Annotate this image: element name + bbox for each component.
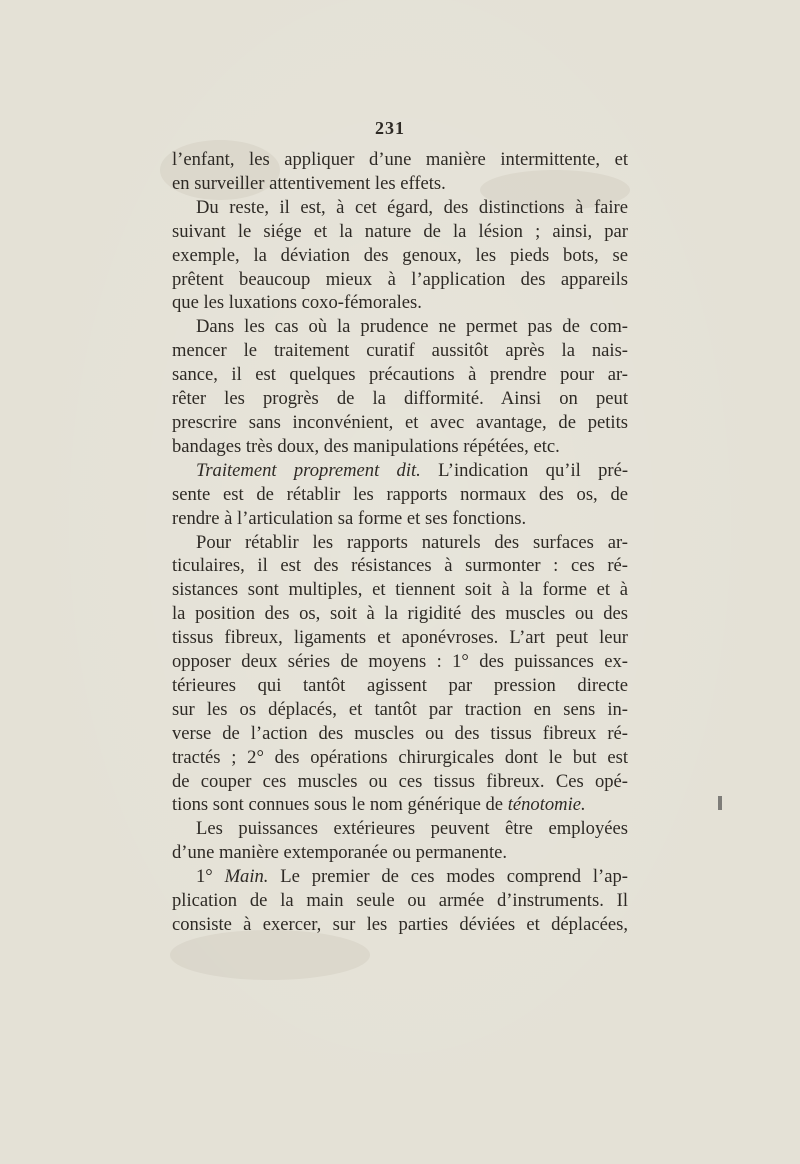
text-line: prêtent beaucoup mieux à l’application des appareils <box>172 268 628 290</box>
text-line: sance, il est quelques précautions à prendre pour ar- <box>172 364 628 386</box>
text-line <box>172 459 628 483</box>
text-line: tractés ; 2° des opérations chirurgicales dont le but est <box>172 746 628 768</box>
list-number: 1° <box>196 866 213 888</box>
item-heading: Main. <box>224 866 269 888</box>
text-line: que les luxations coxo-fémorales. <box>172 292 422 314</box>
text-line: plication de la main seule ou armée d’instruments. Il <box>172 890 628 912</box>
text-line: Les puissances extérieures peuvent être employées <box>196 818 628 840</box>
page-stain <box>170 930 370 980</box>
text-line: tissus fibreux, ligaments et aponévroses. L’art peut leur <box>172 627 628 649</box>
text-line: d’une manière extemporanée ou permanente. <box>172 842 508 864</box>
text-line: prescrire sans inconvénient, et avec avantage, de petits <box>172 411 628 433</box>
margin-mark <box>718 796 722 810</box>
text-line: sur les os déplacés, et tantôt par traction en sens in- <box>172 698 628 720</box>
text-line: la position des os, soit à la rigidité des muscles ou des <box>172 603 628 625</box>
text-line: consiste à exercer, sur les parties déviées et déplacées, <box>172 914 628 935</box>
text-line: l’enfant, les appliquer d’une manière intermittente, et <box>172 149 628 170</box>
text-line: Pour rétablir les rapports naturels des surfaces ar- <box>196 531 628 553</box>
text-line: rendre à l’articulation sa forme et ses fonctions. <box>172 507 527 529</box>
text-line: ticulaires, il est des résistances à surmonter : ces ré- <box>172 555 628 577</box>
text-line: verse de l’action des muscles ou des tissus fibreux ré- <box>172 722 628 744</box>
term-tenotomie: ténotomie. <box>507 794 586 816</box>
text-line: suivant le siége et la nature de la lésion ; ainsi, par <box>172 220 628 242</box>
body-text <box>172 148 628 937</box>
text-line: rêter les progrès de la difformité. Ainsi on peut <box>172 388 628 410</box>
text-line <box>172 793 628 817</box>
text-line: sente est de rétablir les rapports normaux des os, de <box>172 483 628 505</box>
text-line: sistances sont multiples, et tiennent soit à la forme et à <box>172 579 628 601</box>
text-line: bandages très doux, des manipulations répétées, etc. <box>172 435 560 457</box>
text-fragment: L’indication qu’il pré- <box>438 459 629 481</box>
text-line: mencer le traitement curatif aussitôt après la nais- <box>172 340 628 362</box>
section-heading: Traitement proprement dit. <box>196 459 421 481</box>
text-line: de couper ces muscles ou ces tissus fibreux. Ces opé- <box>172 770 628 792</box>
text-line: Dans les cas où la prudence ne permet pas de com- <box>196 316 628 338</box>
page-number: 231 <box>375 118 405 138</box>
text-line: Du reste, il est, à cet égard, des distinctions à faire <box>196 196 628 218</box>
text-line: opposer deux séries de moyens : 1° des puissances ex- <box>172 651 628 673</box>
text-fragment: tions sont connues sous le nom générique de <box>172 794 504 816</box>
text-line: térieures qui tantôt agissent par pression directe <box>172 674 628 696</box>
text-fragment: Le premier de ces modes comprend l’ap- <box>280 866 628 888</box>
text-line: exemple, la déviation des genoux, les pieds bots, se <box>172 244 628 266</box>
text-line <box>172 865 628 889</box>
text-line: en surveiller attentivement les effets. <box>172 172 446 194</box>
